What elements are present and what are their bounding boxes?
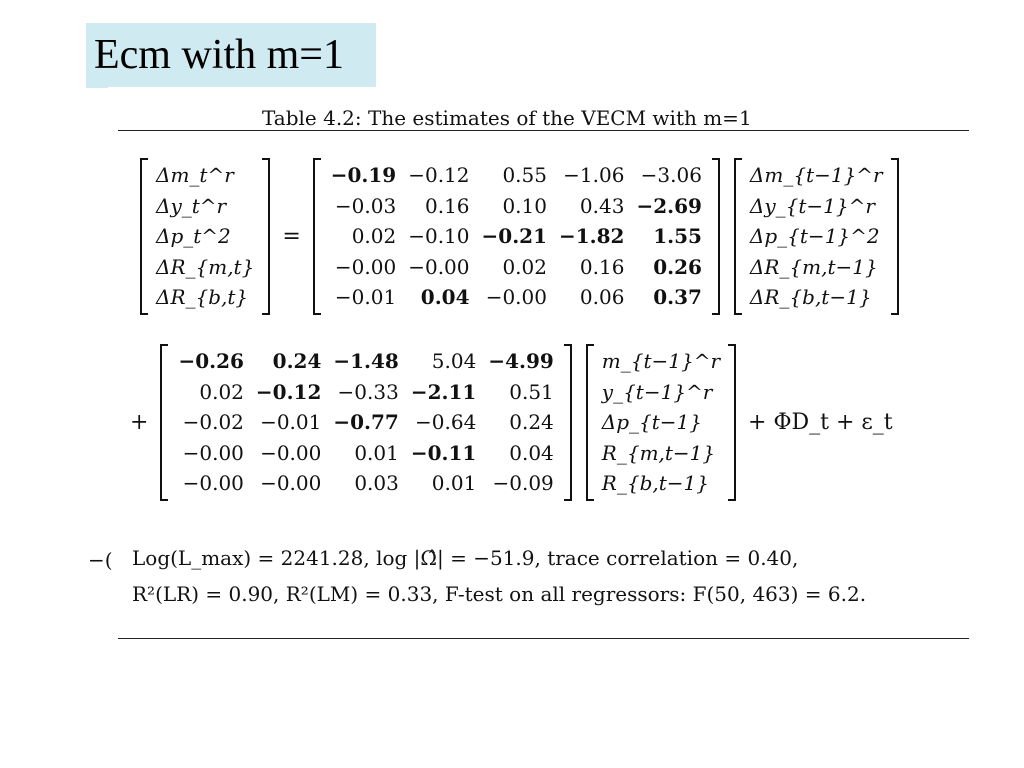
matrix-2-cell: −4.99 [488,349,554,373]
lagged-difference-vector-entry: ΔR_{b,t−1} [749,285,872,309]
matrix-2-cell: −0.33 [337,379,399,404]
matrix-2-cell: 0.02 [199,379,244,404]
matrix-1-cell: 0.16 [579,254,625,279]
matrix-2-cell: −0.00 [182,440,244,465]
matrix-1-cell: 1.55 [653,224,702,248]
matrix-1-row [325,160,708,191]
lagged-level-vector-entry: R_{b,t−1} [601,471,709,495]
matrix-2-cell: −0.12 [255,379,322,404]
matrix-1-cell: −0.00 [485,285,547,309]
matrix-2-row [172,346,559,377]
bottom-rule [118,638,969,639]
matrix-1-cell: −0.00 [408,254,470,279]
stray-glyph: −( [88,548,113,572]
fit-statistics [132,540,866,612]
matrix-2-cell: 0.04 [509,440,554,465]
matrix-1-cell: 0.37 [653,285,702,309]
matrix-1-cell: −0.19 [330,163,397,187]
matrix-2-cell: −0.26 [178,349,244,373]
coefficient-matrix-2-table [172,346,559,499]
matrix-2-cell: −0.01 [260,410,322,434]
matrix-2-row [172,407,559,438]
matrix-2-cell: 5.04 [431,349,477,373]
coefficient-matrix-2 [160,344,571,501]
matrix-1-cell: −0.01 [334,285,397,309]
lagged-difference-vector-entry: Δy_{t−1}^r [749,193,875,218]
top-rule [118,130,969,131]
lagged-level-vector-entry: y_{t−1}^r [601,379,713,404]
lagged-level-vector-entry: R_{m,t−1} [601,440,716,465]
plus-sign: + [130,409,149,435]
lagged-difference-vector-entry: ΔR_{m,t−1} [749,254,878,279]
matrix-2-cell: 0.03 [354,471,399,495]
lagged-difference-vector-entry: Δp_{t−1}^2 [749,224,880,248]
matrix-1-row [325,282,708,313]
matrix-1-cell: 0.16 [424,193,470,218]
matrix-1-cell: −1.06 [563,163,625,187]
matrix-1-cell: −0.00 [334,254,397,279]
matrix-1-row [325,221,708,252]
lhs-vector-entry: Δm_t^r [156,163,234,187]
matrix-2-cell: −0.64 [415,410,477,434]
lhs-vector [140,158,270,315]
lagged-level-vector [586,344,736,501]
lhs-vector-entry: ΔR_{m,t} [156,254,255,279]
matrix-1-cell: −2.69 [636,193,702,218]
matrix-2-row [172,377,559,408]
matrix-1-cell: 0.43 [579,193,625,218]
matrix-1-cell: −0.12 [408,163,470,187]
matrix-2-cell: −0.02 [182,410,244,434]
stats-line-1: Log(L_max) = 2241.28, log |Ω̂| = −51.9, trace correlation = 0.40, [132,546,799,570]
matrix-2-row [172,468,559,499]
matrix-2-cell: 0.01 [354,440,399,465]
equation-row-1 [140,158,899,315]
table-caption: Table 4.2: The estimates of the VECM with m=1 [262,106,752,130]
stats-line-2: R²(LR) = 0.90, R²(LM) = 0.33, F-test on all regressors: F(50, 463) = 6.2. [132,582,867,606]
lagged-level-vector-entry: Δp_{t−1} [601,410,702,434]
equation-row-2 [130,344,893,501]
matrix-1-cell: 0.02 [502,254,547,279]
matrix-2-cell: −1.48 [333,349,399,373]
lhs-vector-entry: Δp_t^2 [156,224,231,248]
coefficient-matrix-1 [313,158,720,315]
equals-sign: = [282,223,301,249]
lagged-difference-vector-table [746,160,887,313]
matrix-1-row [325,191,708,222]
lagged-level-vector-table [598,346,724,499]
lagged-difference-vector-entry: Δm_{t−1}^r [749,163,883,187]
matrix-2-cell: 0.01 [431,471,477,495]
lhs-vector-entry: Δy_t^r [156,193,227,218]
matrix-1-cell: −1.82 [558,224,625,248]
lhs-vector-entry: ΔR_{b,t} [156,285,249,309]
lhs-vector-table [152,160,258,313]
matrix-1-cell: −0.03 [334,193,397,218]
matrix-1-cell: 0.04 [420,285,470,309]
matrix-2-cell: 0.51 [509,379,554,404]
lagged-level-vector-entry: m_{t−1}^r [601,349,721,373]
matrix-1-cell: 0.06 [579,285,625,309]
matrix-2-cell: 0.24 [272,349,322,373]
matrix-2-cell: 0.24 [509,410,554,434]
matrix-2-cell: −0.00 [260,471,322,495]
matrix-1-cell: 0.55 [502,163,547,187]
matrix-1-cell: −3.06 [640,163,702,187]
coefficient-matrix-1-table [325,160,708,313]
matrix-1-cell: 0.26 [653,254,702,279]
matrix-1-cell: 0.02 [351,224,397,248]
matrix-1-cell: 0.10 [502,193,547,218]
matrix-2-cell: −0.77 [333,410,399,434]
matrix-2-row [172,438,559,469]
matrix-1-cell: −0.21 [481,224,547,248]
title-underline-decoration [86,84,108,88]
matrix-1-cell: −0.10 [408,224,470,248]
matrix-2-cell: −0.11 [410,440,477,465]
deterministic-terms: + ΦD_t + ε_t [748,409,893,435]
matrix-1-row [325,252,708,283]
matrix-2-cell: −2.11 [410,379,477,404]
matrix-2-cell: −0.00 [182,471,244,495]
matrix-2-cell: −0.09 [492,471,554,495]
lagged-difference-vector [734,158,899,315]
slide-title: Ecm with m=1 [86,23,376,87]
matrix-2-cell: −0.00 [260,440,322,465]
